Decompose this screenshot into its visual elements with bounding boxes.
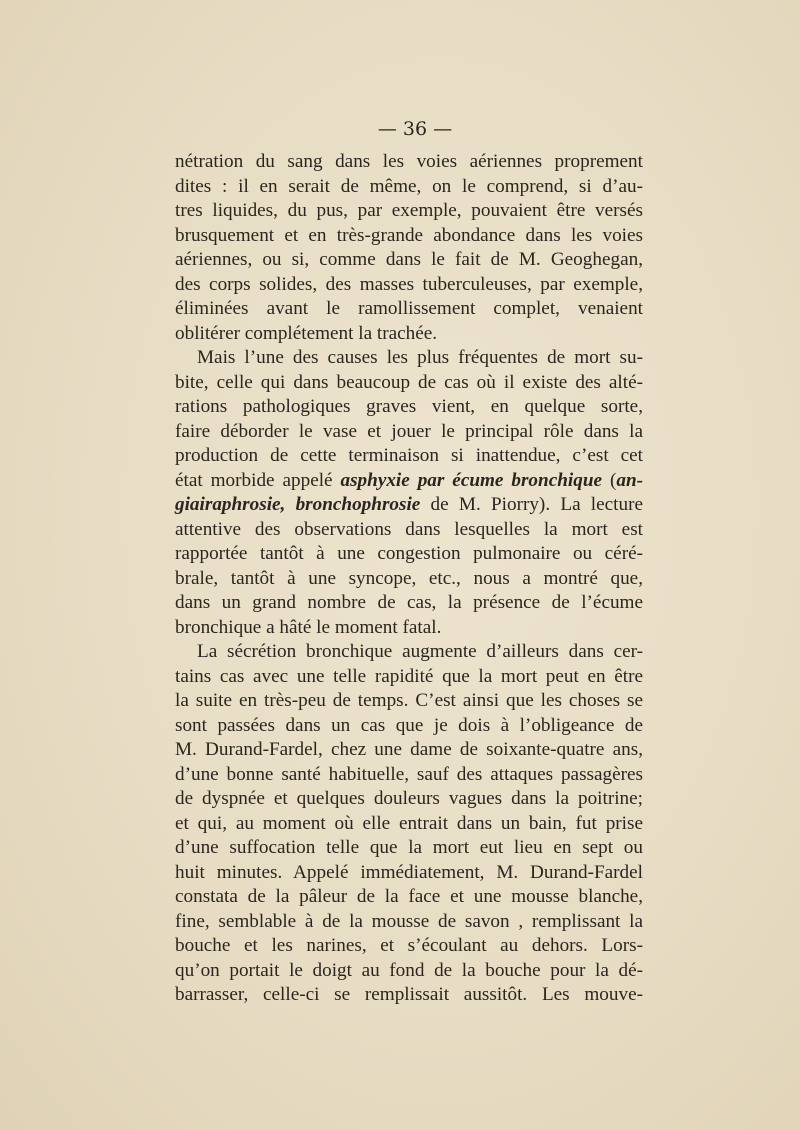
text-line: barrasser, celle-ci se remplissait aussitôt. Les mouve-: [175, 984, 643, 1005]
text-line: production de cette terminaison si inattendue, c’est cet: [175, 445, 643, 466]
text-line: nétration du sang dans les voies aériennes proprement: [175, 151, 643, 172]
text-line: dans un grand nombre de cas, la présence de l’écume: [175, 592, 643, 613]
text-line: rations pathologiques graves vient, en quelque sorte,: [175, 396, 643, 417]
text-line: la suite en très-peu de temps. C’est ainsi que les choses se: [175, 690, 643, 711]
text-line: La sécrétion bronchique augmente d’ailleurs dans cer-: [197, 641, 643, 662]
text-line: tains cas avec une telle rapidité que la mort peut en être: [175, 665, 643, 687]
text-line: sont passées dans un cas que je dois à l’obligeance de: [175, 714, 643, 736]
text-line: bronchique a hâté le moment fatal.: [175, 616, 442, 638]
text-line: des corps solides, des masses tuberculeuses, par exemple,: [175, 273, 643, 295]
text-line: dites : il en serait de même, on le comprend, si d’au-: [175, 175, 643, 197]
text-line: brusquement et en très-grande abondance dans les voies: [175, 224, 643, 246]
text-line: giairaphrosie, bronchophrosie de M. Piorry). La lecture: [175, 494, 644, 515]
text-line: bouche et les narines, et s’écoulant au dehors. Lors-: [175, 935, 643, 956]
text-line: fine, semblable à de la mousse de savon , remplissant la: [175, 910, 643, 932]
text-line: aériennes, ou si, comme dans le fait de M. Geoghegan,: [175, 249, 643, 270]
text-line: huit minutes. Appelé immédiatement, M. Durand-Fardel: [175, 861, 643, 883]
text-line: attentive des observations dans lesquelles la mort est: [175, 518, 643, 540]
text-line: d’une suffocation telle que la mort eut lieu en sept ou: [175, 837, 643, 858]
page-number: — 36 —: [377, 118, 453, 140]
text-line: tres liquides, du pus, par exemple, pouvaient être versés: [175, 200, 643, 221]
text-line: d’une bonne santé habituelle, sauf des attaques passagères: [175, 763, 643, 785]
text-line: rapportée tantôt à une congestion pulmonaire ou céré-: [175, 543, 643, 564]
text-line: et qui, au moment où elle entrait dans un bain, fut prise: [175, 812, 643, 834]
text-line: faire déborder le vase et jouer le principal rôle dans la: [175, 420, 643, 442]
text-line: état morbide appelé asphyxie par écume bronchique (an-: [175, 469, 643, 491]
text-line: brale, tantôt à une syncope, etc., nous a montré que,: [175, 567, 643, 589]
text-line: constata de la pâleur de la face et une mousse blanche,: [175, 886, 643, 907]
text-line: de dyspnée et quelques douleurs vagues dans la poitrine;: [175, 788, 643, 809]
body-text: [175, 150, 643, 1008]
text-line: qu’on portait le doigt au fond de la bouche pour la dé-: [175, 959, 643, 981]
text-line: oblitérer complétement la trachée.: [175, 322, 438, 344]
text-line: bite, celle qui dans beaucoup de cas où il existe des alté-: [175, 371, 643, 393]
text-line: éliminées avant le ramollissement complet, venaient: [175, 298, 643, 319]
text-line: M. Durand-Fardel, chez une dame de soixante-quatre ans,: [175, 739, 643, 760]
text-line: Mais l’une des causes les plus fréquentes de mort su-: [197, 347, 643, 368]
